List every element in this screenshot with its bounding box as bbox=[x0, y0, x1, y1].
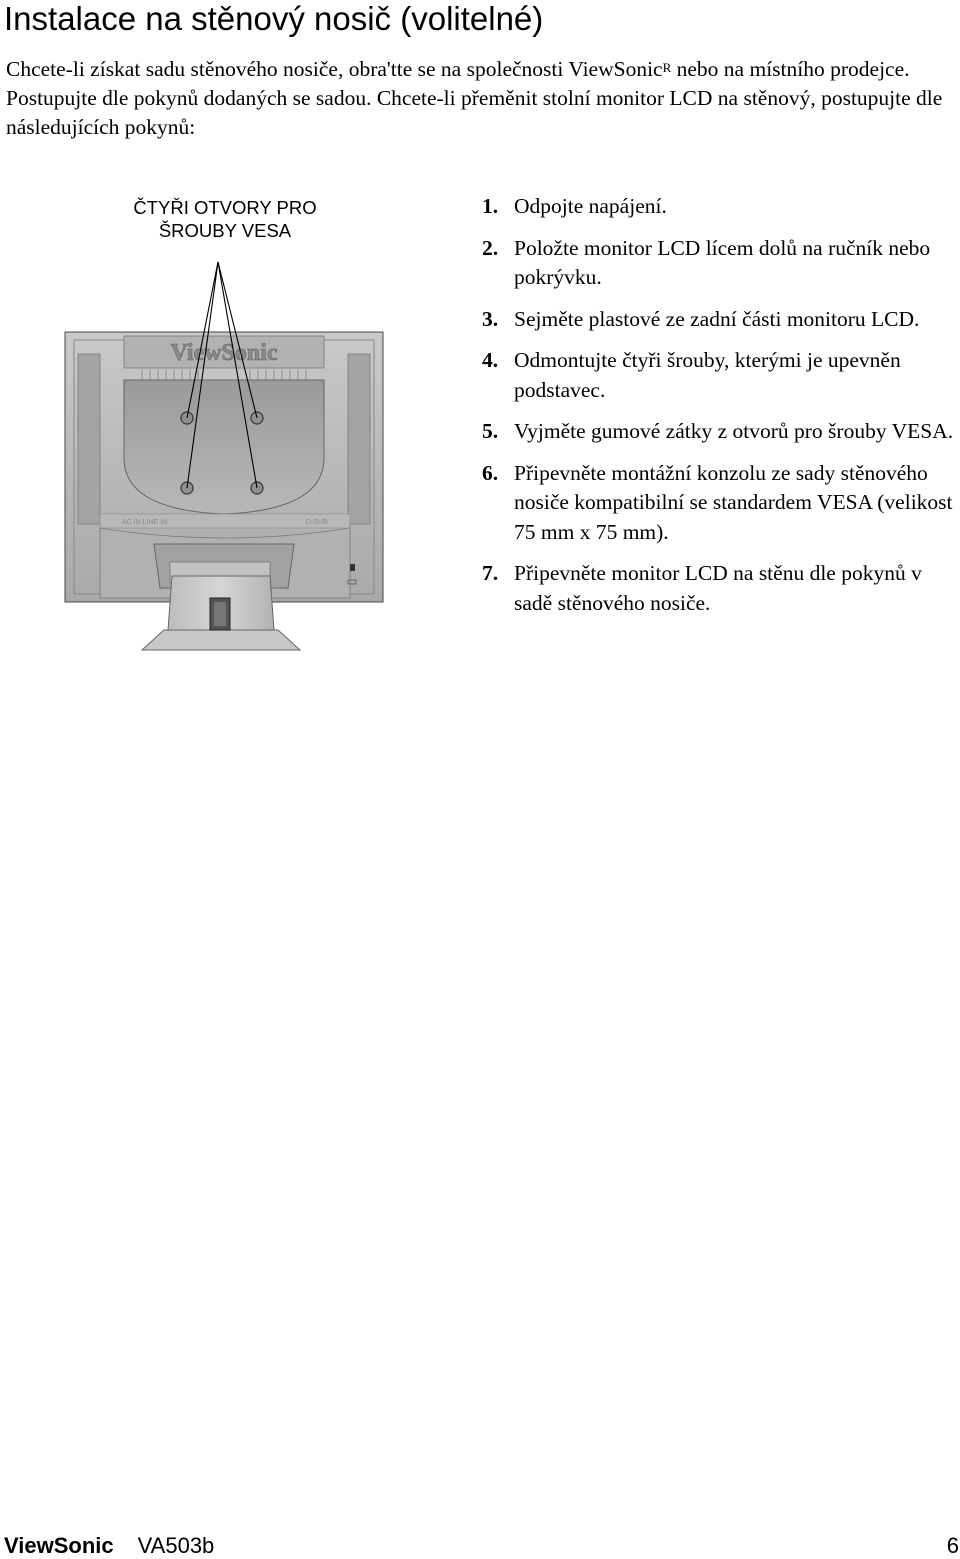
footer-model: VA503b bbox=[137, 1533, 215, 1558]
step-5 bbox=[482, 417, 957, 447]
step-4 bbox=[482, 346, 957, 405]
monitor-back-illustration bbox=[60, 258, 390, 658]
vesa-mount-area bbox=[124, 380, 324, 514]
step-text: Připevněte monitor LCD na stěnu dle pokynů v sadě stěnového nosiče. bbox=[514, 561, 922, 615]
vesa-label-line2: ŠROUBY VESA bbox=[158, 220, 292, 241]
step-text: Odpojte napájení. bbox=[514, 194, 667, 218]
step-text: Vyjměte gumové zátky z otvorů pro šrouby VESA. bbox=[514, 419, 954, 443]
intro-text-end: nebo na místního prodejce. Postupujte dle pokynů dodaných se sadou. Chcete-li přeměnit stolní monitor LCD na stěnový, postupujte dle následujících pokynů: bbox=[6, 57, 943, 139]
step-7 bbox=[482, 559, 957, 618]
step-number: 6. bbox=[482, 460, 499, 485]
step-text: Připevněte montážní konzolu ze sady stěnového nosiče kompatibilní se standardem VESA (velikost 75 mm x 75 mm). bbox=[514, 460, 953, 544]
page-footer bbox=[4, 1533, 959, 1559]
vesa-holes-label bbox=[100, 196, 350, 242]
step-text: Odmontujte čtyři šrouby, kterými je upevněn podstavec. bbox=[514, 348, 901, 402]
step-1 bbox=[482, 192, 957, 222]
port-label-right: D-SUB bbox=[306, 519, 328, 526]
vesa-label-line1: ČTYŘI OTVORY PRO bbox=[133, 197, 317, 218]
step-2 bbox=[482, 234, 957, 293]
intro-paragraph bbox=[6, 55, 946, 142]
port-label-left: AC IN LINE IN bbox=[122, 519, 168, 526]
step-number: 7. bbox=[482, 561, 499, 585]
intro-text-start: Chcete-li získat sadu stěnového nosiče, obra'tte se na společnosti ViewSonic bbox=[6, 57, 663, 81]
viewsonic-logo: ViewSonic bbox=[170, 340, 278, 366]
step-number: 1. bbox=[482, 194, 499, 218]
step-3 bbox=[482, 305, 957, 335]
step-number: 4. bbox=[482, 348, 499, 372]
instruction-steps bbox=[482, 192, 957, 630]
step-text: Sejměte plastové ze zadní části monitoru LCD. bbox=[514, 306, 920, 331]
step-number: 3. bbox=[482, 306, 499, 331]
step-6 bbox=[482, 459, 957, 548]
registered-mark: R bbox=[662, 60, 672, 75]
step-number: 5. bbox=[482, 419, 499, 443]
footer-brand: ViewSonic bbox=[4, 1533, 114, 1558]
lock-slot-icon bbox=[350, 564, 355, 571]
step-number: 2. bbox=[482, 235, 499, 260]
page-title: Instalace na stěnový nosič (volitelné) bbox=[4, 0, 544, 37]
page-number: 6 bbox=[946, 1533, 959, 1558]
step-text: Položte monitor LCD lícem dolů na ručník nebo pokrývku. bbox=[514, 235, 931, 289]
